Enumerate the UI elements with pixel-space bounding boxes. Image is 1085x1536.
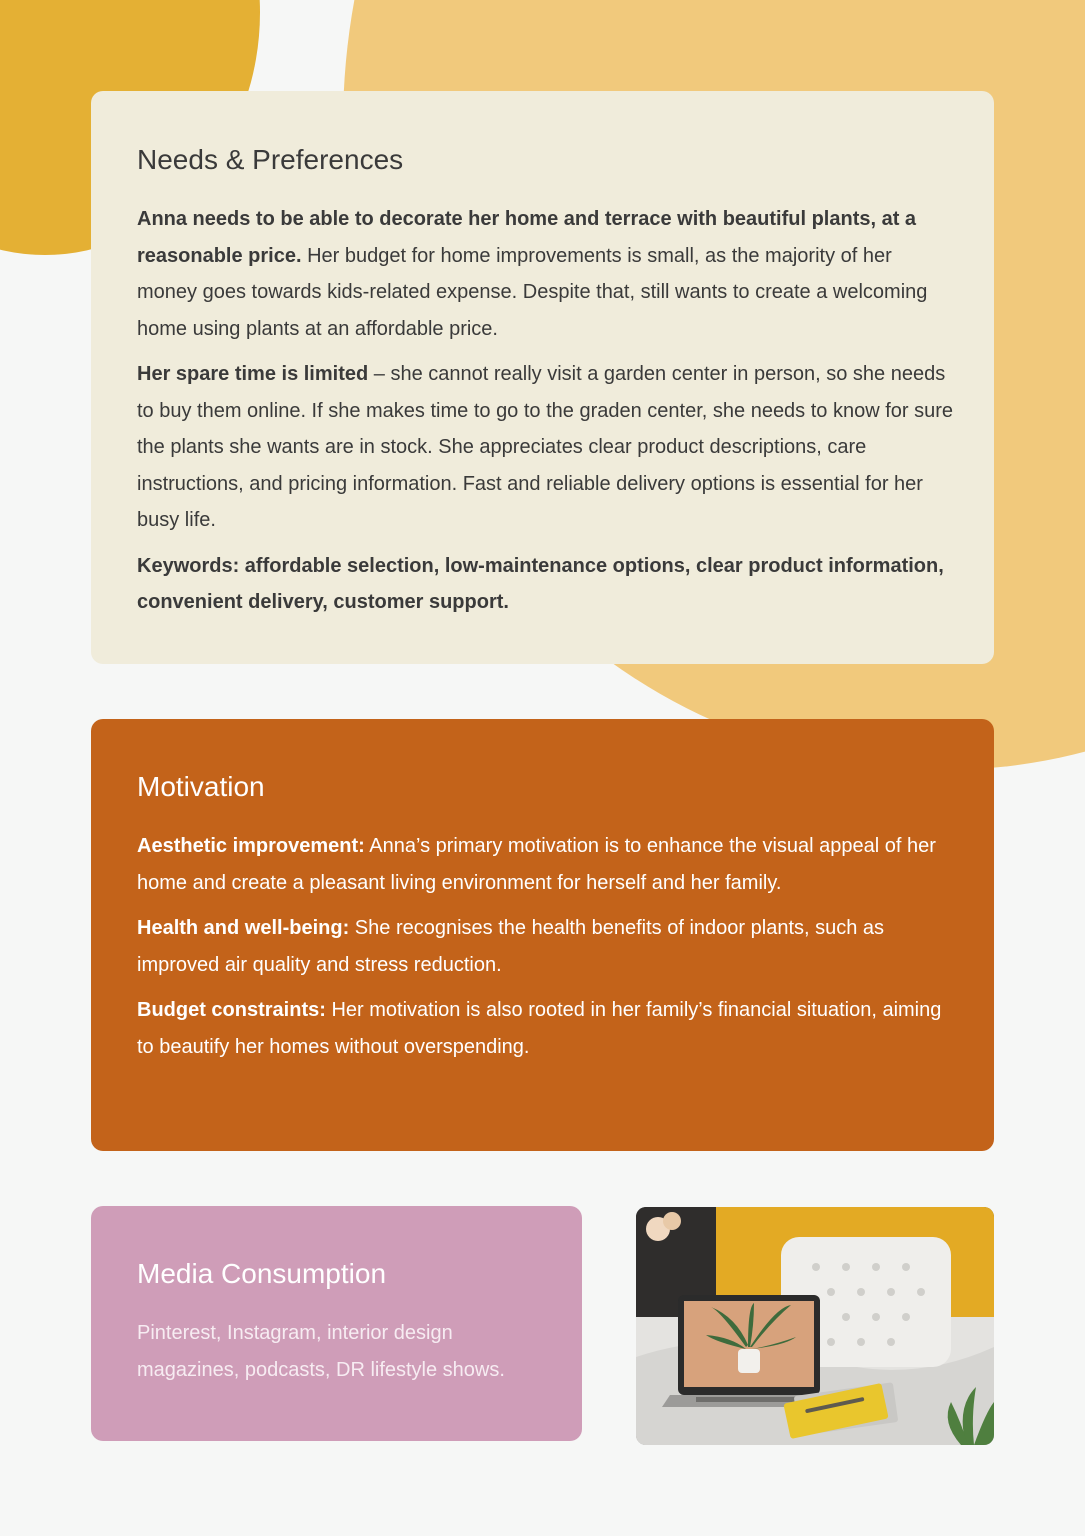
motivation-item-health [137, 910, 954, 983]
photo-illustration [636, 1207, 994, 1445]
motivation-item-label: Aesthetic improvement: [137, 835, 365, 857]
motivation-item-label: Health and well-being: [137, 917, 350, 939]
needs-p1-bold: Anna needs to be able to decorate her home and terrace with beautiful plants, at a reasonable price. [137, 208, 917, 267]
media-consumption-card [91, 1206, 582, 1441]
motivation-item-budget [137, 992, 954, 1065]
needs-keywords-text: Keywords: affordable selection, low-maintenance options, clear product information, convenient delivery, customer support. [137, 554, 944, 613]
media-title: Media Consumption [137, 1258, 387, 1289]
needs-paragraph-budget [137, 201, 954, 347]
motivation-item-text: She recognises the health benefits of indoor plants, such as improved air quality and stress reduction. [137, 917, 885, 976]
motivation-item-aesthetic [137, 828, 954, 901]
needs-keywords [137, 548, 954, 621]
needs-p1-text: Her budget for home improvements is small, as the majority of her money goes towards kids-related expense. Despite that, still wants to create a welcoming home using plants at an affordable price. [137, 244, 928, 340]
media-text: Pinterest, Instagram, interior design magazines, podcasts, DR lifestyle shows. [137, 1322, 505, 1381]
needs-preferences-card [91, 91, 994, 664]
laptop-on-bed-photo [636, 1207, 994, 1445]
motivation-card [91, 719, 994, 1151]
needs-p2-bold: Her spare time is limited [137, 363, 369, 385]
needs-p2-text: – she cannot really visit a garden center in person, so she needs to buy them online. If she makes time to go to the graden center, she needs to know for sure the plants she wants are in stock. She appreciates clear product descriptions, care instructions, and pricing information. Fast and reliable delivery options is essential for her busy life. [137, 363, 954, 531]
needs-title: Needs & Preferences [137, 144, 404, 175]
motivation-title: Motivation [137, 771, 265, 802]
motivation-item-text: Her motivation is also rooted in her family’s financial situation, aiming to beautify her homes without overspending. [137, 999, 942, 1058]
motivation-item-label: Budget constraints: [137, 999, 326, 1021]
needs-paragraph-time [137, 356, 954, 539]
motivation-item-text: Anna’s primary motivation is to enhance the visual appeal of her home and create a pleasant living environment for herself and her family. [137, 835, 936, 894]
